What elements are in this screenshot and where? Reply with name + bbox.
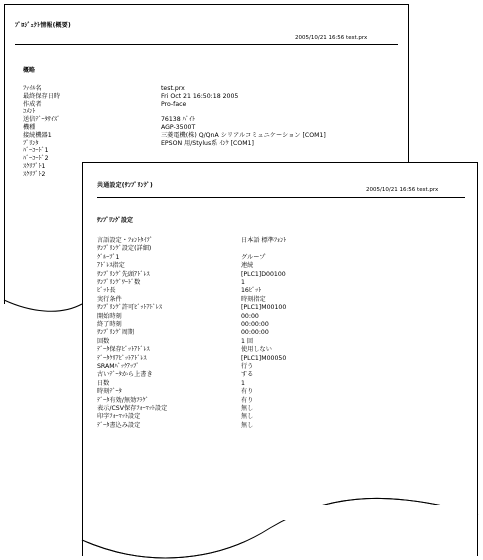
item-value: 00:00:00 <box>241 321 269 328</box>
item-label: ﾊﾞｰｺｰﾄﾞ2 <box>23 155 49 163</box>
section-heading: 概略 <box>23 67 36 74</box>
item-value: 00:00 <box>241 312 259 320</box>
item-value: Fri Oct 21 16:50:18 2005 <box>161 92 239 100</box>
item-value: 有り <box>241 388 254 396</box>
item-value: 1 <box>241 379 245 387</box>
print-stamp: 2005/10/21 16:56 test.prx <box>295 35 368 41</box>
item-value: 無し <box>241 421 254 429</box>
item-value: グループ <box>241 253 266 261</box>
item-value: 無し <box>241 405 254 412</box>
item-value: test.prx <box>161 85 185 92</box>
item-label: ﾋﾞｯﾄ長 <box>97 287 116 295</box>
item-value: [PLC1]M00050 <box>241 354 287 362</box>
item-value: 1 回 <box>241 337 254 345</box>
item-value: 行う <box>241 363 254 370</box>
item-value: 日本語 標準ﾌｫﾝﾄ <box>241 237 287 244</box>
item-label: 実行条件 <box>97 295 122 303</box>
item-label: ｻﾝﾌﾟﾘﾝｸﾞ設定(詳細) <box>97 245 152 253</box>
item-value: 00:00:00 <box>241 329 269 337</box>
item-label: 開始時刻 <box>97 312 122 320</box>
item-label: ﾃﾞｰﾀ書込み設定 <box>97 421 141 429</box>
section-heading: ｻﾝﾌﾟﾘﾝｸﾞ設定 <box>97 217 134 224</box>
item-label: ｻﾝﾌﾟﾘﾝｸﾞ許可ﾋﾞｯﾄｱﾄﾞﾚｽ <box>97 304 162 312</box>
item-label: ﾃﾞｰﾀ保存ﾋﾞｯﾄｱﾄﾞﾚｽ <box>97 346 150 354</box>
item-value: 三菱電機(株) Q/QnA シリアルコミュニケーション [COM1] <box>161 131 326 139</box>
item-label: 古いﾃﾞｰﾀから上書き <box>97 371 153 379</box>
item-value: Pro-face <box>161 100 187 108</box>
item-label: ｻﾝﾌﾟﾘﾝｸﾞ周期 <box>97 329 135 337</box>
item-label: ｱﾄﾞﾚｽ指定 <box>97 262 125 270</box>
item-label: ﾌｧｲﾙ名 <box>23 85 42 92</box>
item-label: ｻﾝﾌﾟﾘﾝｸﾞﾜｰﾄﾞ数 <box>97 279 141 286</box>
item-value: 時刻指定 <box>241 295 266 303</box>
item-value: 使用しない <box>241 346 272 354</box>
item-label: 言語設定・ﾌｫﾝﾄﾀｲﾌﾟ <box>97 237 153 244</box>
item-label: ｸﾞﾙｰﾌﾟ1 <box>97 253 120 261</box>
item-value: [PLC1]M00100 <box>241 304 287 312</box>
item-value: 連続 <box>241 262 254 270</box>
item-label: ｻﾝﾌﾟﾘﾝｸﾞ先頭ｱﾄﾞﾚｽ <box>97 270 150 278</box>
item-label: 時刻ﾃﾞｰﾀ <box>97 388 122 396</box>
item-label: 印字ﾌｫｰﾏｯﾄ設定 <box>97 413 141 421</box>
item-value: EPSON 用/Stylus系 ｲﾝｸ [COM1] <box>161 139 254 147</box>
item-label: SRAMﾊﾞｯｸｱｯﾌﾟ <box>97 363 140 370</box>
item-label: 機種 <box>23 124 36 131</box>
item-label: ﾌﾟﾘﾝﾀ <box>23 139 39 147</box>
item-value: 有り <box>241 396 254 404</box>
item-label: ﾊﾞｰｺｰﾄﾞ1 <box>23 147 49 155</box>
page-title: 共通設定(ｻﾝﾌﾟﾘﾝｸﾞ) <box>97 182 153 189</box>
item-label: 最終保存日時 <box>23 92 61 100</box>
item-value: 16ﾋﾞｯﾄ <box>241 287 262 295</box>
item-value: 無し <box>241 413 254 421</box>
item-label: ｽｸﾘﾌﾟﾄ1 <box>23 163 46 170</box>
item-label: 表示/CSV保存ﾌｫｰﾏｯﾄ設定 <box>97 405 168 412</box>
item-value: する <box>241 371 254 379</box>
page-title: ﾌﾟﾛｼﾞｪｸﾄ情報(概要) <box>15 22 71 29</box>
item-label: ﾃﾞｰﾀｸﾘｱﾋﾞｯﾄｱﾄﾞﾚｽ <box>97 354 147 362</box>
item-label: ｽｸﾘﾌﾟﾄ2 <box>23 170 46 178</box>
item-label: 作成者 <box>23 100 42 108</box>
item-label: 日数 <box>97 379 110 387</box>
print-stamp: 2005/10/21 16:56 test.prx <box>366 187 439 193</box>
item-value: [PLC1]D00100 <box>241 270 286 278</box>
item-label: ｺﾒﾝﾄ <box>23 108 36 116</box>
item-label: 接続機器1 <box>23 131 52 139</box>
item-value: AGP-3500T <box>161 124 196 131</box>
item-value: 76138 ﾊﾞｲﾄ <box>161 116 196 124</box>
item-label: 終了時刻 <box>97 321 122 328</box>
item-label: 送信ﾃﾞｰﾀｻｲｽﾞ <box>23 116 61 124</box>
item-label: ﾃﾞｰﾀ有効/無効ﾌﾗｸﾞ <box>97 396 149 404</box>
item-label: 回数 <box>97 337 110 345</box>
item-value: 1 <box>241 279 245 286</box>
